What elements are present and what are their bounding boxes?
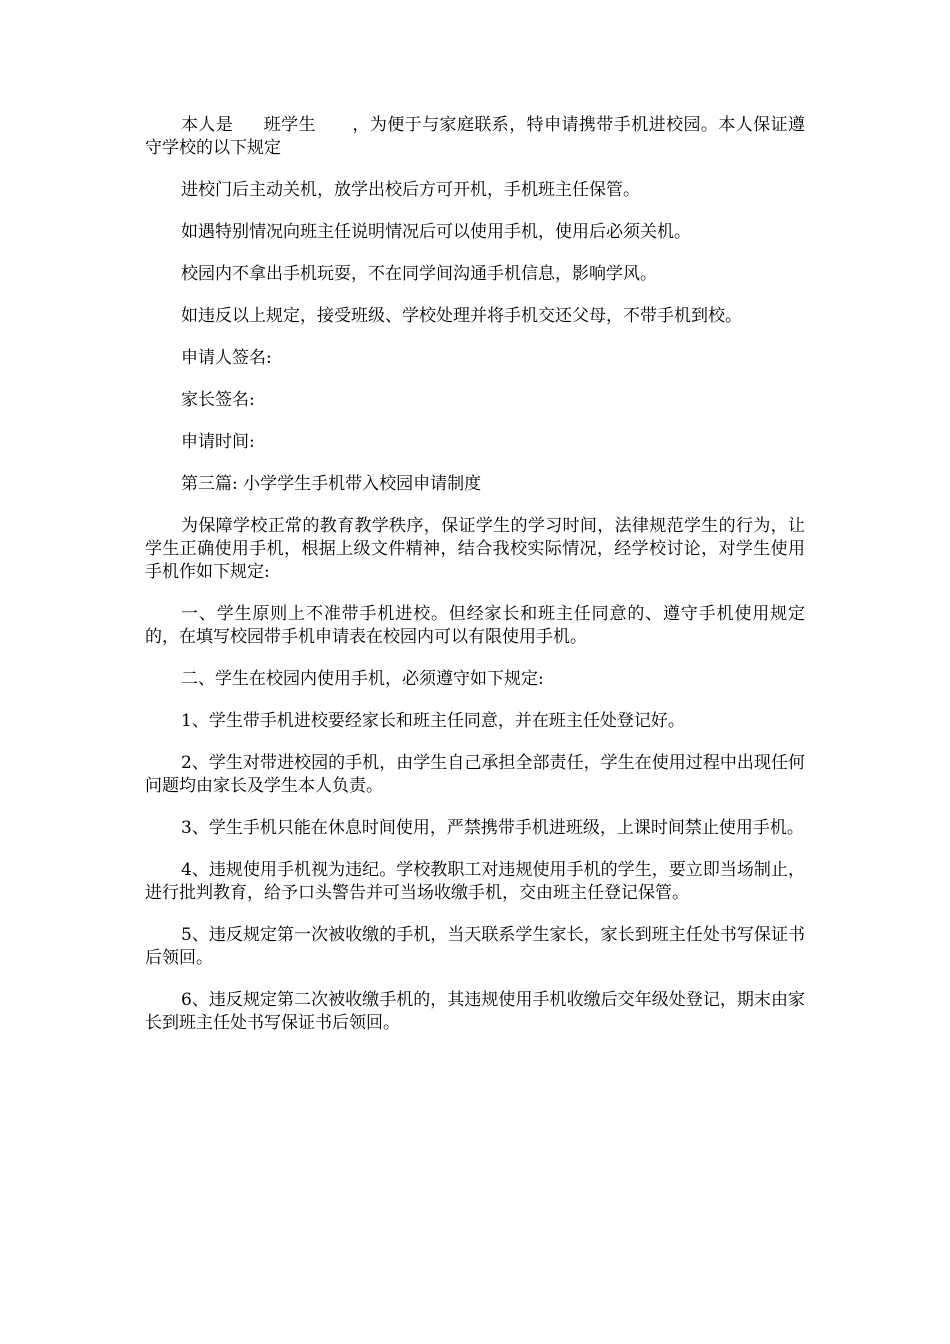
applicant-signature-label: 申请人签名:: [181, 348, 272, 368]
paragraph-item-2: 2、学生对带进校园的手机，由学生自己承担全部责任，学生在使用过程中出现任何问题均由家长及学生本人负责。: [145, 753, 805, 796]
paragraph-rule-3: 校园内不拿出手机玩耍，不在同学间沟通手机信息，影响学风。: [181, 264, 657, 284]
paragraph-article-1: 一、学生原则上不准带手机进校。但经家长和班主任同意的、遵守手机使用规定的，在填写校园带手机申请表在校园内可以有限使用手机。: [145, 604, 805, 647]
text-segment: 班学生: [263, 115, 316, 135]
paragraph-rule-2: 如遇特别情况向班主任说明情况后可以使用手机，使用后必须关机。: [181, 222, 691, 242]
section-heading: 第三篇: 小学学生手机带入校园申请制度: [181, 474, 482, 494]
paragraph-intro: 为保障学校正常的教育教学秩序，保证学生的学习时间，法律规范学生的行为，让学生正确使用手机，根据上级文件精神，结合我校实际情况，经学校讨论，对学生使用手机作如下规定:: [145, 516, 805, 582]
paragraph-application-statement: [145, 114, 805, 160]
parent-signature-label: 家长签名:: [181, 390, 255, 410]
paragraph-item-3: 3、学生手机只能在休息时间使用，严禁携带手机进班级，上课时间禁止使用手机。: [181, 818, 804, 838]
paragraph-article-2: 二、学生在校园内使用手机，必须遵守如下规定:: [181, 669, 544, 689]
paragraph-item-4: 4、违规使用手机视为违纪。学校教职工对违规使用手机的学生，要立即当场制止，进行批判教育，给予口头警告并可当场收缴手机，交由班主任登记保管。: [145, 860, 805, 903]
paragraph-rule-4: 如违反以上规定，接受班级、学校处理并将手机交还父母，不带手机到校。: [181, 306, 742, 326]
paragraph-item-1: 1、学生带手机进校要经家长和班主任同意，并在班主任处登记好。: [181, 711, 685, 731]
application-date-label: 申请时间:: [181, 432, 255, 452]
paragraph-item-6: 6、违反规定第二次被收缴手机的，其违规使用手机收缴后交年级处登记，期末由家长到班主任处书写保证书后领回。: [145, 990, 805, 1033]
paragraph-rule-1: 进校门后主动关机，放学出校后方可开机，手机班主任保管。: [181, 180, 640, 200]
paragraph-item-5: 5、违反规定第一次被收缴的手机，当天联系学生家长，家长到班主任处书写保证书后领回。: [145, 925, 805, 968]
document-page: [145, 114, 805, 1054]
text-segment: ，为便于与家庭联系，特申请携带手机进校园。本人保证遵守学校的以下规定: [145, 115, 806, 158]
text-segment: 本人是: [181, 115, 234, 135]
